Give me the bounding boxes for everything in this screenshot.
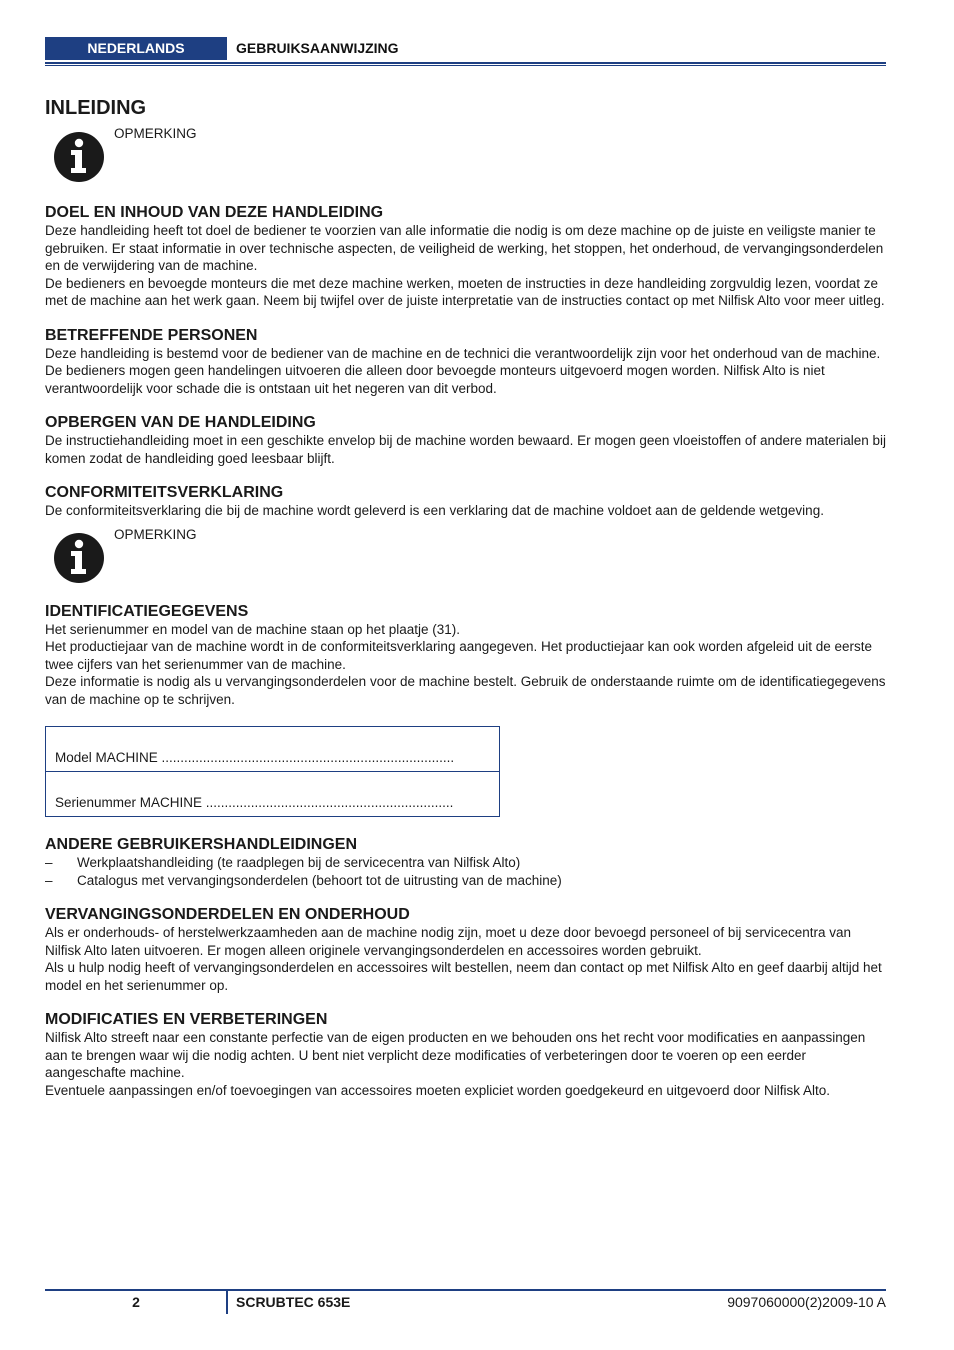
header-rule-thin xyxy=(45,65,886,66)
dash-bullet: – xyxy=(45,855,53,870)
list-item-text: Catalogus met vervangingsonderdelen (behoort tot de uitrusting van de machine) xyxy=(77,872,562,888)
paragraph: De bedieners mogen geen handelingen uitvoeren die alleen door bevoegde monteurs uitgevoerd mogen worden. Nilfisk Alto is niet verantwoordelijk voor schade die is ontstaan uit het negeren van dit verbod. xyxy=(45,363,825,396)
list-item-text: Werkplaatshandleiding (te raadplegen bij de servicecentra van Nilfisk Alto) xyxy=(77,855,521,870)
section-heading-andere: ANDERE GEBRUIKERSHANDLEIDINGEN xyxy=(45,836,358,853)
paragraph: De instructiehandleiding moet in een geschikte envelop bij de machine worden bewaard. Er mogen geen vloeistoffen of andere materialen bij komen zodat de handleiding goed leesbaar blijft. xyxy=(45,433,887,466)
serial-field xyxy=(46,771,499,816)
page-number: 2 xyxy=(132,1294,140,1310)
paragraph: Eventuele aanpassingen en/of toevoegingen van accessoires moeten expliciet worden goedgekeurd en uitgevoerd door Nilfisk Alto. xyxy=(45,1082,831,1098)
section-heading-personen: BETREFFENDE PERSONEN xyxy=(45,326,258,344)
footer-rule xyxy=(45,1289,886,1291)
info-icon xyxy=(53,532,105,584)
section-heading-opbergen: OPBERGEN VAN DE HANDLEIDING xyxy=(45,414,316,431)
section-heading-doel: DOEL EN INHOUD VAN DEZE HANDLEIDING xyxy=(45,204,384,221)
section-heading-vervanging: VERVANGINGSONDERDELEN EN ONDERHOUD xyxy=(45,906,410,923)
paragraph: Als u hulp nodig heeft of vervangingsonderdelen en accessoires wilt bestellen, neem dan contact op met Nilfisk Alto en geef daarbij altijd het model en het serienummer op. xyxy=(45,960,882,993)
serial-label: Serienummer MACHINE .................................................................. xyxy=(55,795,454,810)
note-block xyxy=(45,526,890,594)
paragraph: Deze informatie is nodig als u vervangingsonderdelen voor de machine bestelt. Gebruik de onderstaande ruimte om de identificatiegegevens van de machine op te schrijven. xyxy=(45,674,886,707)
paragraph: Deze handleiding heeft tot doel de bediener te voorzien van alle informatie die nodig is om deze machine op de juiste en veiligste manier te gebruiken. Er staat informatie in over technische aspecten, de veiligheid de werking, het stoppen, het onderhoud, de vervangingsonderdelen en de verwijdering van de machine. xyxy=(45,223,884,273)
model-label: Model MACHINE .............................................................................. xyxy=(55,750,455,765)
note-block xyxy=(45,125,890,193)
list-item xyxy=(45,854,890,872)
info-icon xyxy=(53,131,105,183)
model-name: SCRUBTEC 653E xyxy=(236,1294,351,1310)
document-type: GEBRUIKSAANWIJZING xyxy=(236,40,399,56)
paragraph: Nilfisk Alto streeft naar een constante perfectie van de eigen producten en we behouden ons het recht voor modificaties en aanpassingen aan te brengen waar wij die nodig achten. U bent niet verplicht deze modificaties of verbeteringen door te voeren op een eerder aangeschafte machine. xyxy=(45,1030,866,1080)
manuals-list xyxy=(45,854,890,889)
paragraph: Als er onderhouds- of herstelwerkzaamheden aan de machine nodig zijn, moet u deze door bevoegd personeel of bij servicecentra van Nilfisk Alto laten uitvoeren. Er mogen alleen originele vervangingsonderdelen en accessoires worden gebruikt. xyxy=(45,925,851,958)
note-label: OPMERKING xyxy=(114,126,197,141)
dash-bullet: – xyxy=(45,872,53,888)
paragraph: De bedieners en bevoegde monteurs die met deze machine werken, moeten de instructies in deze handleiding zorgvuldig lezen, voordat ze met de machine aan het werk gaan. Neem bij twijfel over de juiste interpretatie van de instructies contact op met Nilfisk Alto voor meer uitleg. xyxy=(45,275,885,308)
header-rule xyxy=(45,62,886,64)
note-label: OPMERKING xyxy=(114,526,197,542)
paragraph: De conformiteitsverklaring die bij de machine wordt geleverd is een verklaring dat de machine voldoet aan de geldende wetgeving. xyxy=(45,503,824,518)
paragraph: Het serienummer en model van de machine staan op het plaatje (31). xyxy=(45,621,460,637)
document-code: 9097060000(2)2009-10 A xyxy=(727,1294,886,1310)
section-heading-modificaties: MODIFICATIES EN VERBETERINGEN xyxy=(45,1011,328,1028)
model-field xyxy=(46,727,499,771)
page-title: INLEIDING xyxy=(45,97,147,119)
section-heading-conformiteit: CONFORMITEITSVERKLARING xyxy=(45,484,284,501)
section-heading-identificatie: IDENTIFICATIEGEGEVENS xyxy=(45,602,249,620)
paragraph: Het productiejaar van de machine wordt in de conformiteitsverklaring aangegeven. Het productiejaar kan ook worden afgeleid uit de eerste twee cijfers van het serienummer van de machine. xyxy=(45,639,872,672)
list-item xyxy=(45,872,890,890)
page-content xyxy=(45,96,890,1099)
identification-form xyxy=(45,726,500,817)
paragraph: Deze handleiding is bestemd voor de bediener van de machine en de technici die verantwoordelijk zijn voor het onderhoud van de machine. xyxy=(45,345,881,361)
language-label: NEDERLANDS xyxy=(45,37,227,60)
